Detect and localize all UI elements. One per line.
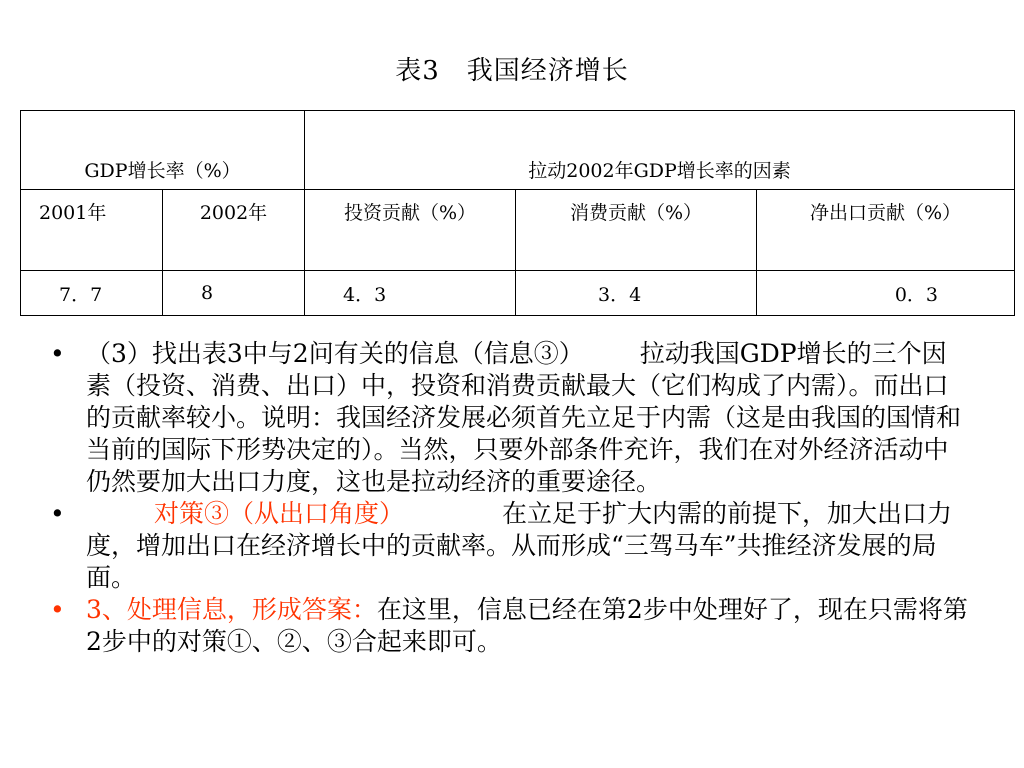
header-factors: 拉动2002年GDP增长率的因素 <box>305 111 1015 190</box>
bullet-list <box>50 338 970 658</box>
bullet-dot: • <box>50 499 65 528</box>
bullet-2-heading: 对策③（从出口角度） <box>154 499 405 528</box>
table-row <box>21 271 1015 316</box>
value-2001: 7．7 <box>21 271 163 316</box>
bullet-3-text: 在这里，信息已经在第2步中处理好了，现在只需将第2步中的对策①、②、③合起来即可。 <box>86 595 968 656</box>
bullet-dot: • <box>50 595 65 624</box>
page-title: 表3 我国经济增长 <box>395 56 629 86</box>
table-subheader-row <box>21 190 1015 271</box>
list-item <box>50 594 970 658</box>
gdp-table <box>20 110 1015 316</box>
bullet-dot: • <box>50 339 65 368</box>
list-item <box>50 498 970 594</box>
subheader-investment: 投资贡献（%） <box>305 190 516 271</box>
bullet-2-text: 在立足于扩大内需的前提下，加大出口力度，增加出口在经济增长中的贡献率。从而形成“三驾马车”共推经济发展的局面。 <box>86 499 953 592</box>
list-item <box>50 338 970 498</box>
value-consumption: 3．4 <box>516 271 757 316</box>
value-net-export: 0．3 <box>757 271 1015 316</box>
table-header-row <box>21 111 1015 190</box>
subheader-consumption: 消费贡献（%） <box>516 190 757 271</box>
value-2002: 8 <box>163 271 305 316</box>
value-investment: 4．3 <box>305 271 516 316</box>
subheader-2001: 2001年 <box>21 190 163 271</box>
header-gdp-rate: GDP增长率（%） <box>21 111 305 190</box>
bullet-1-prefix: （3）找出表3中与2问有关的信息（信息③） <box>86 339 584 368</box>
subheader-net-export: 净出口贡献（%） <box>757 190 1015 271</box>
subheader-2002: 2002年 <box>163 190 305 271</box>
bullet-3-heading: 3、处理信息，形成答案： <box>86 595 377 624</box>
bullet-1-text: 拉动我国GDP增长的三个因素（投资、消费、出口）中，投资和消费贡献最大（它们构成了内需）。而出口的贡献率较小。说明：我国经济发展必须首先立足于内需（这是由我国的国情和当前的国际下形势决定的）。当然，只要外部条件充许，我们在对外经济活动中仍然要加大出口力度，这也是拉动经济的重要途径。 <box>86 339 962 496</box>
